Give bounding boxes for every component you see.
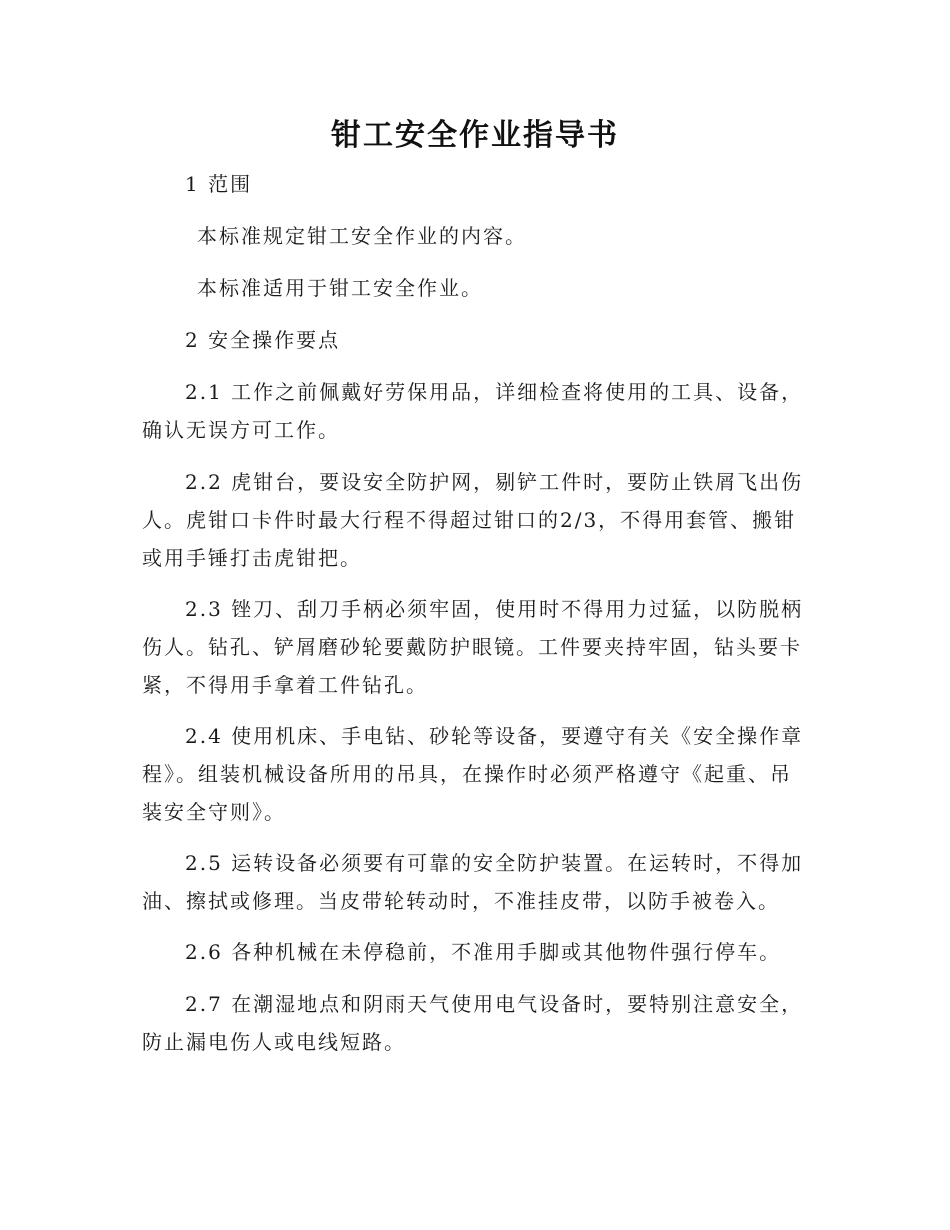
paragraph-2-2: 2.2 虎钳台，要设安全防护网，剔铲工件时，要防止铁屑飞出伤人。虎钳口卡件时最大行程不得超过钳口的2/3，不得用套管、搬钳或用手锤打击虎钳把。 xyxy=(142,470,804,570)
paragraph-2-7: 2.7 在潮湿地点和阴雨天气使用电气设备时，要特别注意安全，防止漏电伤人或电线短路。 xyxy=(142,992,804,1054)
paragraph-scope-applicability: 本标准适用于钳工安全作业。 xyxy=(197,276,483,300)
paragraph-scope-definition: 本标准规定钳工安全作业的内容。 xyxy=(197,224,527,248)
section-heading-safety-points: 2 安全操作要点 xyxy=(185,328,341,352)
section-heading-scope: 1 范围 xyxy=(185,172,253,196)
paragraph-2-1: 2.1 工作之前佩戴好劳保用品，详细检查将使用的工具、设备，确认无误方可工作。 xyxy=(142,380,804,442)
paragraph-2-3: 2.3 锉刀、刮刀手柄必须牢固，使用时不得用力过猛，以防脱柄伤人。钻孔、铲屑磨砂轮要戴防护眼镜。工件要夹持牢固，钻头要卡紧，不得用手拿着工件钻孔。 xyxy=(142,597,804,697)
paragraph-2-4: 2.4 使用机床、手电钻、砂轮等设备，要遵守有关《安全操作章程》。组装机械设备所用的吊具，在操作时必须严格遵守《起重、吊装安全守则》。 xyxy=(142,724,804,824)
document-title: 钳工安全作业指导书 xyxy=(331,118,619,153)
paragraph-2-5: 2.5 运转设备必须要有可靠的安全防护装置。在运转时，不得加油、擦拭或修理。当皮带轮转动时，不准挂皮带，以防手被卷入。 xyxy=(142,851,804,913)
paragraph-2-6: 2.6 各种机械在未停稳前，不准用手脚或其他物件强行停车。 xyxy=(185,940,782,964)
